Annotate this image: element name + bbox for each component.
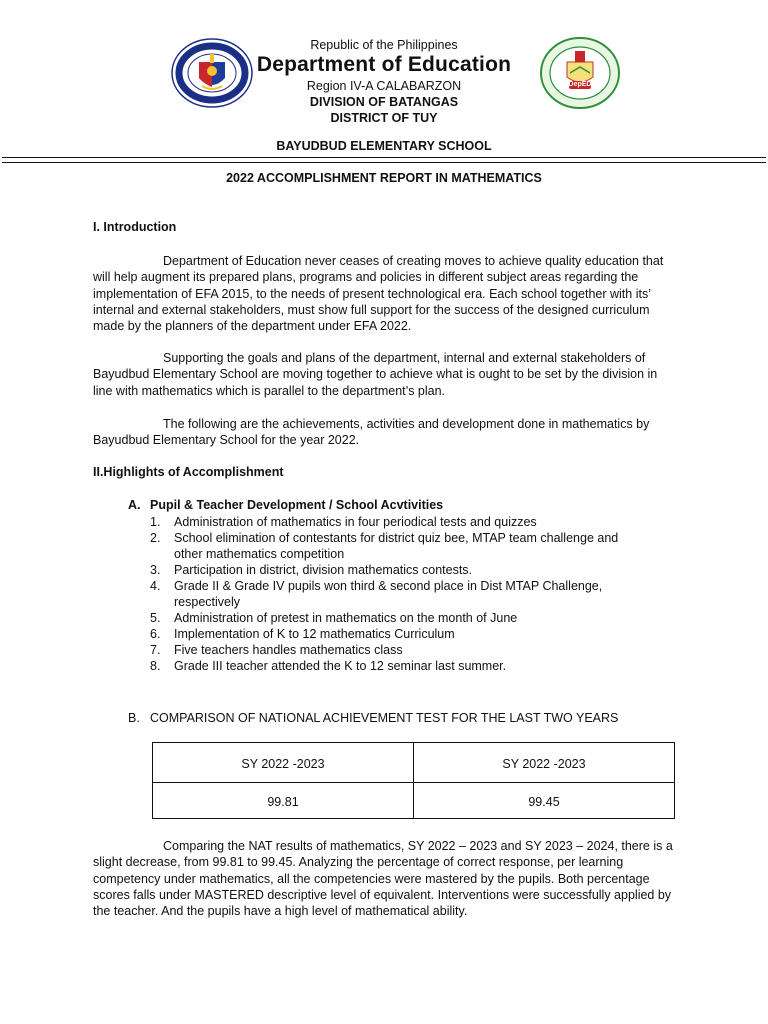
table-header-cell: SY 2022 -2023 xyxy=(153,743,414,783)
department-title: Department of Education xyxy=(256,53,512,76)
highlights-heading: II.Highlights of Accomplishment xyxy=(93,465,284,479)
list-item: 4. Grade II & Grade IV pupils won third & second place in Dist MTAP Challenge, respectively xyxy=(150,579,603,609)
list-item: 5. Administration of pretest in mathematics on the month of June xyxy=(150,611,518,625)
report-title: 2022 ACCOMPLISHMENT REPORT IN MATHEMATICS xyxy=(226,171,542,185)
school-logo-badge: DepED xyxy=(568,81,592,88)
nat-comparison-table xyxy=(152,742,675,819)
activities-list xyxy=(150,514,644,674)
section-b-title: COMPARISON OF NATIONAL ACHIEVEMENT TEST FOR THE LAST TWO YEARS xyxy=(150,711,619,725)
table-value-cell: 99.45 xyxy=(414,783,675,819)
header-divider-top xyxy=(2,157,766,158)
list-item: 6. Implementation of K to 12 mathematics Curriculum xyxy=(150,627,455,641)
list-item: 8. Grade III teacher attended the K to 12 seminar last summer. xyxy=(150,659,507,673)
list-item: 3. Participation in district, division mathematics contests. xyxy=(150,563,473,577)
section-b-letter: B. xyxy=(128,711,140,725)
school-name: BAYUDBUD ELEMENTARY SCHOOL xyxy=(276,139,492,153)
list-item: 2. School elimination of contestants for district quiz bee, MTAP team challenge and other mathematics competition xyxy=(150,531,619,561)
intro-paragraph-2: Supporting the goals and plans of the department, internal and external stakeholders of Bayudbud Elementary School are moving together to achieve what is ought to be set by the division in line with mathematics which is parallel to the department’s plan. xyxy=(93,351,658,398)
division-line: DIVISION OF BATANGAS xyxy=(309,95,459,109)
list-item: 1. Administration of mathematics in four periodical tests and quizzes xyxy=(150,515,537,529)
table-value-cell: 99.81 xyxy=(153,783,414,819)
header-divider-bottom xyxy=(2,162,766,163)
district-line: DISTRICT OF TUY xyxy=(330,111,438,125)
section-a-title: Pupil & Teacher Development / School Acvtivities xyxy=(150,498,444,512)
table-header-cell: SY 2022 -2023 xyxy=(414,743,675,783)
republic-line: Republic of the Philippines xyxy=(310,38,458,52)
region-line: Region IV-A CALABARZON xyxy=(306,79,462,93)
intro-heading: I. Introduction xyxy=(93,220,177,234)
list-item: 7. Five teachers handles mathematics class xyxy=(150,643,403,657)
section-a-letter: A. xyxy=(128,498,141,512)
intro-paragraph-3: The following are the achievements, activities and development done in mathematics by Bayudbud Elementary School for the year 2022. xyxy=(93,417,650,448)
intro-paragraph-1: Department of Education never ceases of creating moves to achieve quality education that will help augment its prepared plans, programs and policies in different subject areas regarding the implementation of EFA 2015, to the needs of present technological era. Each school together with its’ internal and external stakeholders, must show full support for the success of the designed curriculum made by the planners of the department under EFA 2022. xyxy=(93,254,664,334)
nat-analysis-paragraph: Comparing the NAT results of mathematics, SY 2022 – 2023 and SY 2023 – 2024, there is a slight decrease, from 99.81 to 99.45. Analyzing the percentage of correct response, per learning competency under mathematics, all the competencies were mastered by the pupils. Both percentage scores falls under MASTERED descriptive level of equivalent. Interventions were successfully applied by the teacher. And the pupils have a high level of mathematical ability. xyxy=(93,839,673,919)
